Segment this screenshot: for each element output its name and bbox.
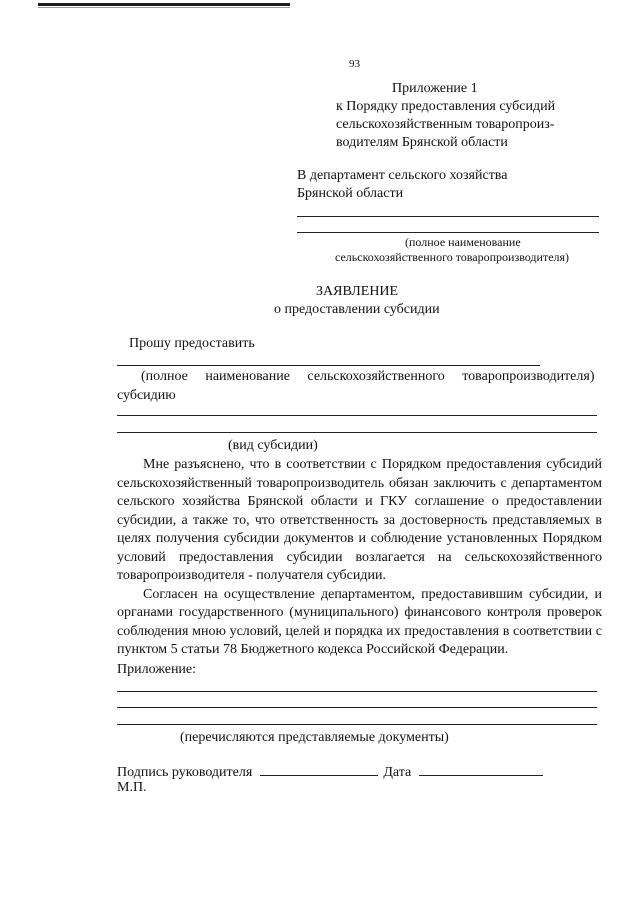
- subsidy-word: субсидию: [117, 388, 176, 403]
- appendix-line-3: сельскохозяйственным товаропроиз-: [336, 117, 555, 132]
- attachments-label: Приложение:: [117, 662, 197, 677]
- document-title: ЗАЯВЛЕНИЕ: [316, 284, 399, 299]
- date-label: Дата: [383, 765, 412, 780]
- appendix-line-2: к Порядку предоставления субсидий: [336, 99, 556, 114]
- signature-blank: [260, 762, 378, 776]
- paragraph-explanation: Мне разъяснено, что в соответствии с Порядком предоставления субсидий сельскохозяйственный товаропроизводитель обязан заключить с департаментом сельского хозяйства Брянской области и ГКУ соглашение о предоставлении субсидии, а также то, что ответственность за достоверность представляемых в целях получения субсидии документов и соблюдение установленных Порядком условий предоставления субсидии возлагается на сельскохозяйственного товаропроизводителя - получателя субсидии.: [117, 457, 602, 583]
- attachments-blank-line-3: [117, 724, 597, 725]
- scan-edge-mark: [38, 3, 290, 6]
- request-lead: Прошу предоставить: [129, 336, 255, 351]
- signature-row: [117, 762, 543, 781]
- paragraph-consent: Согласен на осуществление департаментом, предоставившим субсидии, и органами государственного (муниципального) финансового контроля проверок соблюдения мною условий, целей и порядка их предоставления в соответствии с пунктом 5 статьи 78 Бюджетного кодекса Российской Федерации.: [117, 586, 602, 657]
- subsidy-type-blank-line-2: [117, 432, 597, 433]
- scan-edge-mark-shadow: [38, 7, 290, 8]
- addressee-line-1: В департамент сельского хозяйства: [297, 168, 508, 183]
- subsidy-type-caption: (вид субсидии): [228, 438, 318, 453]
- appendix-line-1: Приложение 1: [392, 81, 478, 96]
- attachments-blank-line-2: [117, 707, 597, 708]
- signature-label: Подпись руководителя: [117, 765, 253, 780]
- attachments-caption: (перечисляются представляемые документы): [180, 730, 449, 745]
- addressee-blank-line-1: [297, 216, 599, 217]
- appendix-line-4: водителям Брянской области: [336, 135, 508, 150]
- addressee-blank-line-2: [297, 232, 599, 233]
- producer-name-blank-line: [117, 365, 540, 366]
- page-number: 93: [349, 58, 360, 70]
- addressee-caption-1: (полное наименование: [405, 235, 521, 249]
- date-blank: [419, 762, 543, 776]
- attachments-blank-line-1: [117, 691, 597, 692]
- addressee-line-2: Брянской области: [297, 186, 404, 201]
- producer-caption: (полное наименование сельскохозяйственного товаропроизводителя): [141, 369, 595, 384]
- subsidy-type-blank-line-1: [117, 415, 597, 416]
- document-subtitle: о предоставлении субсидии: [274, 302, 440, 317]
- producer-caption-row: [117, 368, 602, 386]
- body-text: [117, 456, 602, 660]
- addressee-caption-2: сельскохозяйственного товаропроизводителя): [335, 250, 570, 264]
- seal-label: М.П.: [117, 780, 147, 795]
